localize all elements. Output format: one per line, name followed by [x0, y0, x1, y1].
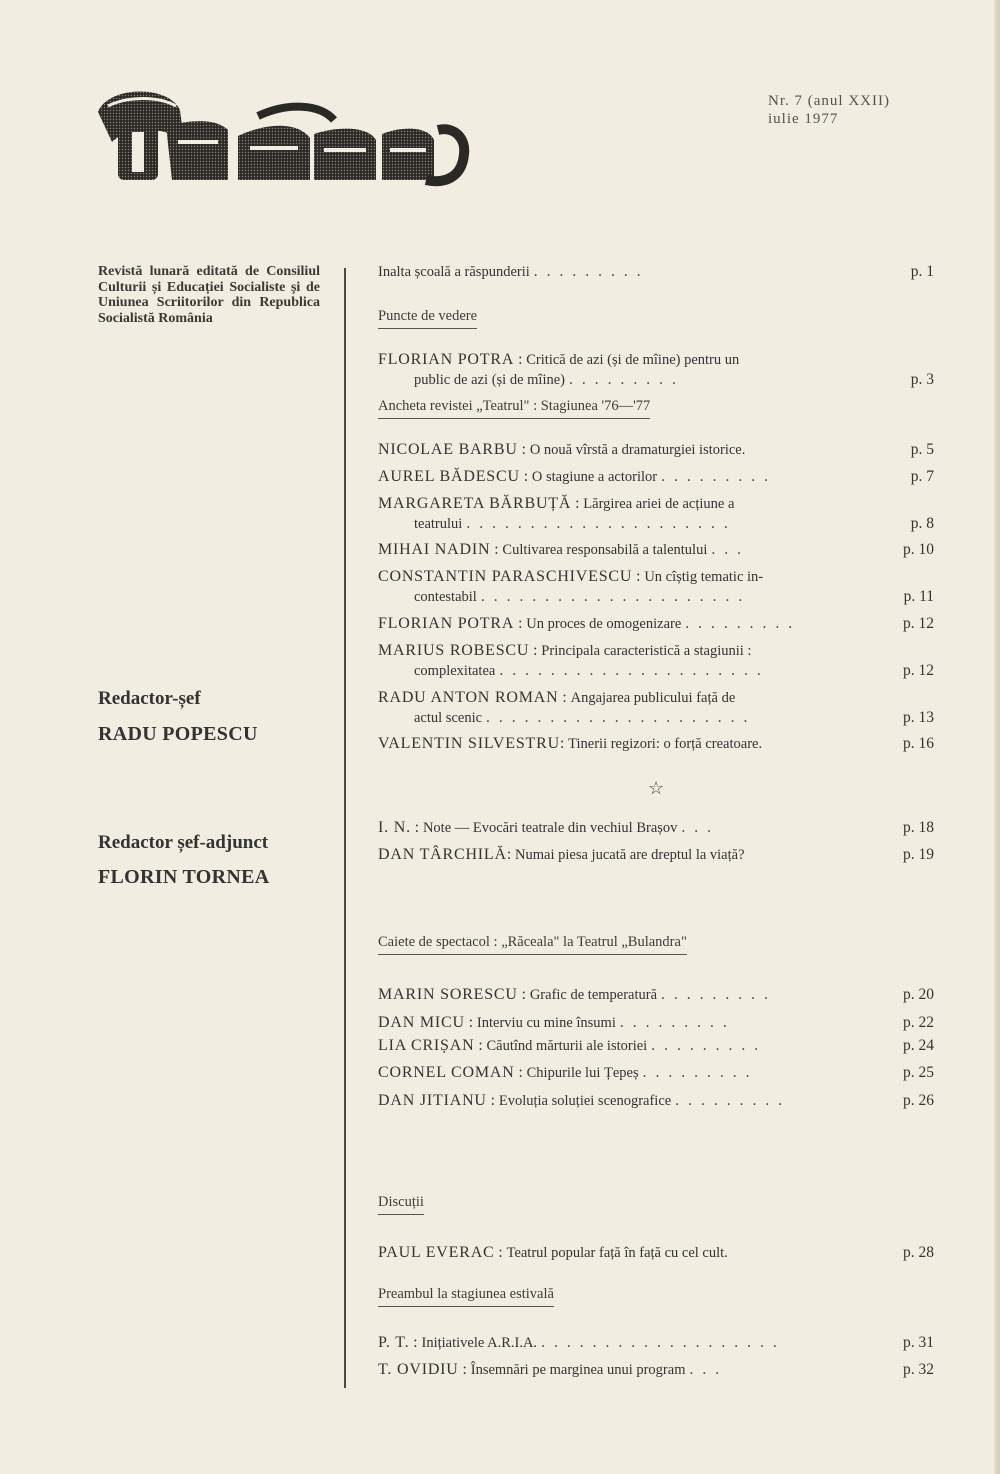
entry-page: p. 8 — [910, 515, 934, 532]
entry-author: NICOLAE BARBU — [378, 441, 518, 458]
entry-author: I. N. — [378, 819, 411, 836]
entry-page: p. 18 — [903, 819, 934, 836]
entry-page: p. 12 — [903, 662, 934, 679]
entry-page: p. 24 — [903, 1037, 934, 1054]
entry-title: Interviu cu mine însumi — [476, 1015, 616, 1031]
issue-info — [768, 92, 890, 128]
star-separator: ☆ — [648, 778, 665, 798]
toc-entry: RADU ANTON ROMAN : Angajarea publicului față de actul scenic ..................... p. 13 — [378, 689, 934, 726]
entry-title: Principala caracteristică a stagiunii : — [541, 643, 752, 659]
entry-title: Inalta școală a răspunderii — [378, 264, 530, 280]
entry-page: p. 11 — [903, 588, 934, 605]
toc-entry: Inalta școală a răspunderii ......... p. 1 — [378, 263, 934, 280]
entry-title: Însemnări pe marginea unui program — [470, 1362, 686, 1378]
entry-page: p. 5 — [910, 441, 934, 458]
entry-author: VALENTIN SILVESTRU — [378, 735, 560, 752]
entry-author: FLORIAN POTRA — [378, 615, 515, 632]
entry-author: MIHAI NADIN — [378, 541, 491, 558]
toc-entry: VALENTIN SILVESTRU : Tinerii regizori: o forță creatoare. p. 16 — [378, 735, 934, 752]
entry-author: MARIUS ROBESCU — [378, 642, 530, 659]
column-divider — [344, 268, 346, 1388]
entry-page: p. 1 — [910, 263, 934, 280]
deputy-editor-name: FLORIN TORNEA — [98, 866, 270, 888]
toc-entry: T. OVIDIU : Însemnări pe marginea unui program ... p. 32 — [378, 1361, 934, 1378]
entry-title: Note — Evocări teatrale din vechiul Brașov — [422, 820, 678, 836]
entry-author: DAN TÂRCHILĂ — [378, 846, 507, 863]
entry-title-cont: teatrului — [414, 516, 463, 532]
entry-page: p. 28 — [903, 1244, 934, 1261]
entry-title: Căutînd mărturii ale istoriei — [486, 1038, 648, 1054]
entry-author: DAN JITIANU — [378, 1092, 487, 1109]
entry-page: p. 20 — [903, 986, 934, 1003]
publisher-description: Revistă lunară editată de Consiliul Culturii și Educației Socialiste și de Uniunea Scriitorilor din Republica Socialistă România — [98, 264, 320, 326]
entry-title: Grafic de temperatură — [529, 987, 658, 1003]
toc-entry: CONSTANTIN PARASCHIVESCU : Un cîștig tematic in- contestabil ..................... p. 11 — [378, 568, 934, 605]
toc-entry: DAN MICU : Interviu cu mine însumi ......... p. 22 — [378, 1014, 934, 1031]
entry-title-cont: actul scenic — [414, 710, 483, 726]
toc-entry: CORNEL COMAN : Chipurile lui Țepeș ......... p. 25 — [378, 1064, 934, 1081]
toc-entry: I. N. : Note — Evocări teatrale din vechiul Brașov ... p. 18 — [378, 819, 934, 836]
entry-author: P. T. — [378, 1334, 410, 1351]
section-heading: Puncte de vedere — [378, 308, 477, 329]
entry-author: PAUL EVERAC — [378, 1244, 495, 1261]
entry-page: p. 31 — [903, 1334, 934, 1351]
entry-page: p. 19 — [903, 846, 934, 863]
toc-entry: MARGARETA BĂRBUȚĂ : Lărgirea ariei de acțiune a teatrului ..................... p. 8 — [378, 495, 934, 532]
entry-author: FLORIAN POTRA — [378, 351, 515, 368]
toc-entry: LIA CRIȘAN : Căutînd mărturii ale istoriei ......... p. 24 — [378, 1037, 934, 1054]
entry-title: O stagiune a actorilor — [531, 469, 658, 485]
entry-author: MARIN SORESCU — [378, 986, 518, 1003]
entry-author: AUREL BĂDESCU — [378, 468, 520, 485]
entry-author: CORNEL COMAN — [378, 1064, 515, 1081]
entry-title: Cultivarea responsabilă a talentului — [502, 542, 708, 558]
issue-number: Nr. 7 (anul XXII) — [768, 93, 890, 109]
editor-role: Redactor-șef — [98, 688, 201, 709]
entry-page: p. 16 — [903, 735, 934, 752]
entry-title-cont: contestabil — [414, 589, 477, 605]
entry-page: p. 3 — [910, 371, 934, 388]
entry-title: O nouă vîrstă a dramaturgiei istorice. — [529, 442, 746, 458]
editor-name: RADU POPESCU — [98, 723, 258, 745]
entry-title: Un cîștig tematic in- — [644, 569, 764, 585]
entry-title: Numai piesa jucată are dreptul la viață? — [515, 847, 745, 863]
entry-title: Un proces de omogenizare — [526, 616, 682, 632]
entry-page: p. 22 — [903, 1014, 934, 1031]
entry-page: p. 7 — [910, 468, 934, 485]
toc-entry: MARIN SORESCU : Grafic de temperatură ......... p. 20 — [378, 986, 934, 1003]
section-heading: Discuții — [378, 1194, 424, 1215]
entry-page: p. 26 — [903, 1092, 934, 1109]
entry-title: Lărgirea ariei de acțiune a — [583, 496, 735, 512]
entry-author: RADU ANTON ROMAN — [378, 689, 559, 706]
entry-title-cont: complexitatea — [414, 663, 496, 679]
section-heading: Caiete de spectacol : „Răceala" la Teatrul „Bulandra" — [378, 934, 687, 955]
section-heading: Preambul la stagiunea estivală — [378, 1286, 554, 1307]
entry-page: p. 13 — [903, 709, 934, 726]
section-heading: Ancheta revistei „Teatrul" : Stagiunea '76—'77 — [378, 398, 650, 419]
page-edge — [994, 0, 1000, 1474]
toc-entry: DAN TÂRCHILĂ : Numai piesa jucată are dreptul la viață? p. 19 — [378, 846, 934, 863]
entry-author: T. OVIDIU — [378, 1361, 459, 1378]
entry-page: p. 12 — [903, 615, 934, 632]
toc-entry: PAUL EVERAC : Teatrul popular față în față cu cel cult. p. 28 — [378, 1244, 934, 1261]
entry-title: Critică de azi (și de mîine) pentru un — [526, 352, 740, 368]
issue-date: iulie 1977 — [768, 111, 839, 127]
entry-page: p. 32 — [903, 1361, 934, 1378]
entry-author: LIA CRIȘAN — [378, 1037, 475, 1054]
toc-entry: MARIUS ROBESCU : Principala caracteristică a stagiunii : complexitatea ..................... p. 12 — [378, 642, 934, 679]
entry-author: DAN MICU — [378, 1014, 465, 1031]
entry-author: CONSTANTIN PARASCHIVESCU — [378, 568, 633, 585]
entry-title-cont: public de azi (și de mîine) — [414, 372, 565, 388]
toc-entry: AUREL BĂDESCU : O stagiune a actorilor ......... p. 7 — [378, 468, 934, 485]
teatrul-logo — [88, 82, 470, 190]
toc-entry: FLORIAN POTRA : Critică de azi (și de mîine) pentru un public de azi (și de mîine) ......... p. 3 — [378, 351, 934, 388]
entry-title: Teatrul popular față în față cu cel cult. — [506, 1245, 728, 1261]
toc-entry: FLORIAN POTRA : Un proces de omogenizare ......... p. 12 — [378, 615, 934, 632]
deputy-editor-role: Redactor șef-adjunct — [98, 832, 269, 853]
entry-title: Evoluția soluției scenografice — [498, 1093, 672, 1109]
entry-title: Tinerii regizori: o forță creatoare. — [568, 736, 763, 752]
entry-author: MARGARETA BĂRBUȚĂ — [378, 495, 572, 512]
entry-title: Inițiativele A.R.I.A. — [421, 1335, 538, 1351]
entry-title: Chipurile lui Țepeș — [526, 1065, 639, 1081]
entry-page: p. 25 — [903, 1064, 934, 1081]
toc-entry: P. T. : Inițiativele A.R.I.A. ................... p. 31 — [378, 1334, 934, 1351]
toc-entry: DAN JITIANU : Evoluția soluției scenografice ......... p. 26 — [378, 1092, 934, 1109]
toc-entry: NICOLAE BARBU : O nouă vîrstă a dramaturgiei istorice. p. 5 — [378, 441, 934, 458]
entry-page: p. 10 — [903, 541, 934, 558]
entry-title: Angajarea publicului față de — [570, 690, 736, 706]
toc-entry: MIHAI NADIN : Cultivarea responsabilă a talentului ... p. 10 — [378, 541, 934, 558]
